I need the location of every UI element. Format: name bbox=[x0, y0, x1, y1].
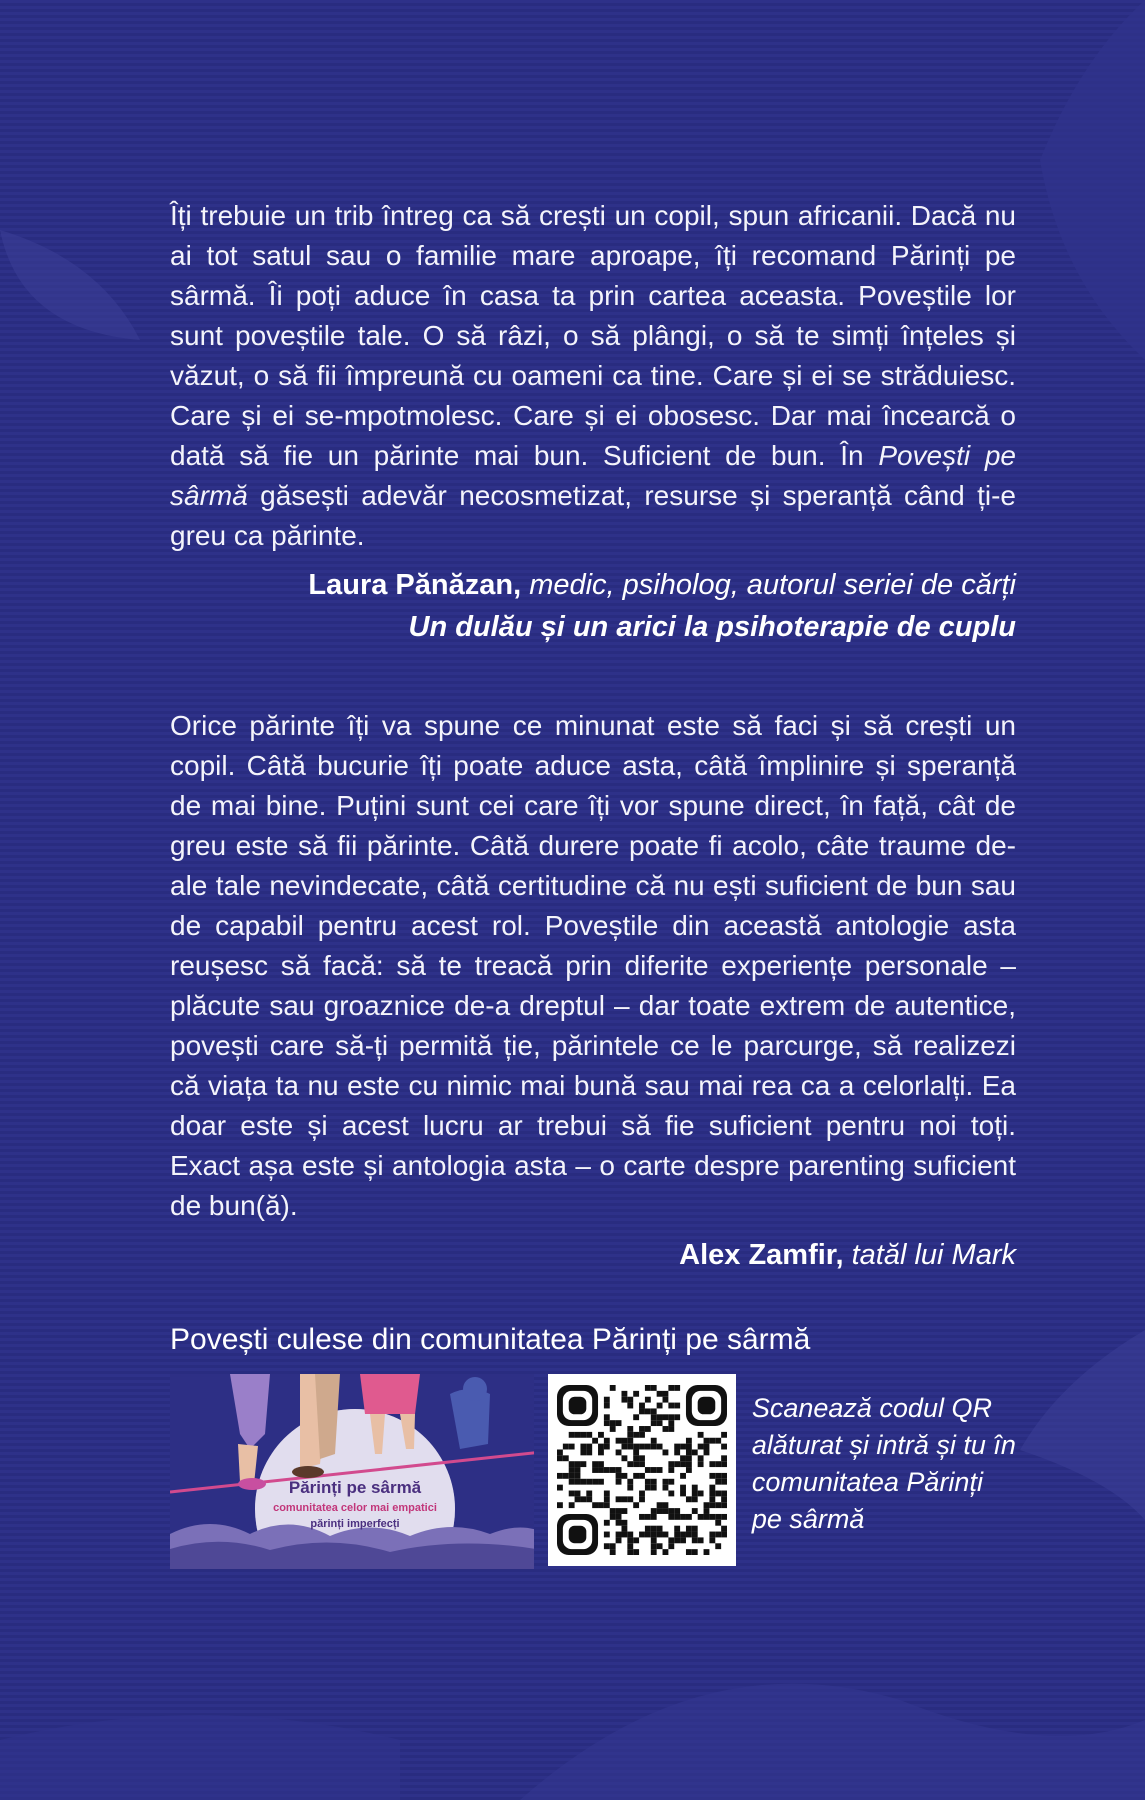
qr-code-icon bbox=[557, 1385, 727, 1555]
author-name: Laura Pănăzan, bbox=[308, 569, 522, 601]
community-heading: Povești culese din comunitatea Părinți pe sârmă bbox=[170, 1323, 811, 1356]
author-book-title: Un dulău și un arici la psihoterapie de cuplu bbox=[408, 611, 1016, 643]
community-row bbox=[170, 1374, 1016, 1569]
logo-subtitle: comunitatea celor mai empatici bbox=[273, 1502, 437, 1514]
book-title-italic: Povești pe sârmă bbox=[170, 440, 1016, 511]
endorsement-1-attribution bbox=[170, 564, 1016, 648]
author-role: medic, psiholog, autorul seriei de cărți bbox=[521, 569, 1016, 601]
logo-title: Părinți pe sârmă bbox=[288, 1478, 422, 1497]
author-name: Alex Zamfir, bbox=[679, 1239, 844, 1271]
endorsement-1-text: Îți trebuie un trib întreg ca să crești un copil, spun africanii. Dacă nu ai tot satul sau o familie mare aproape, îți recomand Părinți pe sârmă. Îi poți aduce în casa ta prin cartea aceasta. Poveștile lor sunt poveștile tale. O să râzi, o să plângi, o să te simți înțeles și văzut, o să fii împreună cu oameni ca tine. Care și ei se străduiesc. Care și ei se-mpotmolesc. Care și ei obosesc. Dar mai încearcă o dată să fie un părinte mai bun. Suficient de bun. În Povești pe sârmă găsești adevăr necosmetizat, resurse și speranță când ți-e greu ca părinte. bbox=[170, 200, 1016, 551]
author-role: tatăl lui Mark bbox=[843, 1239, 1016, 1271]
scan-instruction: Scanează codul QR alăturat și intră și tu în comunitatea Părinți pe sârmă bbox=[751, 1393, 1016, 1534]
community-illustration bbox=[170, 1374, 534, 1569]
endorsement-2-attribution bbox=[170, 1234, 1016, 1276]
back-cover-content bbox=[170, 196, 1016, 1569]
community-logo bbox=[260, 1478, 450, 1530]
qr-code[interactable] bbox=[548, 1374, 736, 1566]
logo-tagline: părinți imperfecți bbox=[310, 1518, 400, 1530]
endorsement-2-text: Orice părinte îți va spune ce minunat este să faci și să crești un copil. Câtă bucurie îți poate aduce asta, câtă împlinire și speranță de mai bine. Puțini sunt cei care îți vor spune direct, în față, cât de greu este să fii părinte. Câtă durere poate fi acolo, câte traume de-ale tale nevindecate, câtă certitudine că nu ești suficient de bun sau de capabil pentru acest rol. Poveștile din această antologie asta reușesc să facă: să te treacă prin diferite experiențe personale – plăcute sau groaznice de-a dreptul – dar toate extrem de autentice, povești care să-ți permită ție, părintele ce le parcurge, să realizezi că viața ta nu este cu nimic mai bună sau mai rea ca a celorlalți. Ea doar este și acest lucru ar trebui să fie suficient pentru noi toți. Exact așa este și antologia asta – o carte despre parenting suficient de bun(ă). bbox=[170, 710, 1016, 1221]
